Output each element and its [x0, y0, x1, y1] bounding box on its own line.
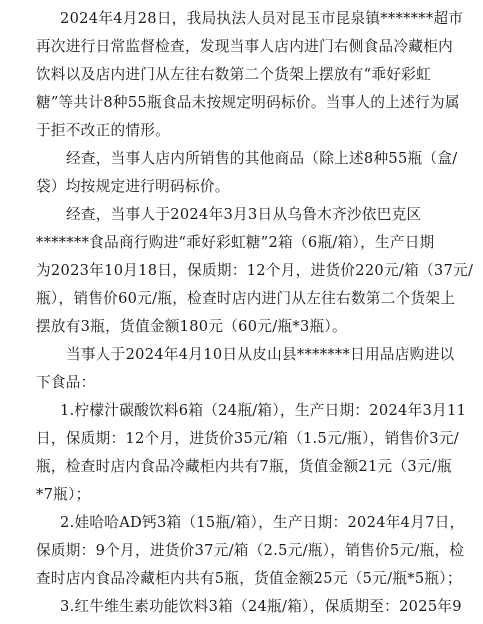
text-line: 摆放有3瓶，货值金额180元（60元/瓶*3瓶）。 [36, 318, 347, 335]
text-line: 瓶，检查时店内食品冷藏柜内共有7瓶，货值金额21元（3元/瓶 [36, 458, 452, 475]
text-line: 袋）均按规定进行明码标价。 [36, 178, 230, 195]
text-line: 经查，当事人于2024年3月3日从乌鲁木齐沙依巴克区 [66, 206, 422, 223]
text-line: 于拒不改正的情形。 [36, 122, 171, 139]
text-line: 经查，当事人店内所销售的其他商品（除上述8种55瓶（盒/ [66, 150, 458, 167]
text-line: 瓶），销售价60元/瓶，检查时店内进门从左往右数第二个货架上 [36, 290, 456, 307]
text-line: 饮料以及店内进门从左往右数第二个货架上摆放有“乖好彩虹 [36, 66, 432, 83]
text-line: 查时店内食品冷藏柜内共有5瓶，货值金额25元（5元/瓶*5瓶）； [36, 570, 462, 587]
text-line: 糖”等共计8种55瓶食品未按规定明码标价。当事人的上述行为属 [36, 94, 460, 111]
text-line: 2024年4月28日，我局执法人员对昆玉市昆泉镇*******超市 [60, 10, 464, 27]
text-line: 为2023年10月18日，保质期：12个月，进货价220元/箱（37元/ [36, 262, 474, 279]
text-line: 当事人于2024年4月10日从皮山县*******日用品店购进以 [66, 346, 455, 363]
text-line: 日，保质期：12个月，进货价35元/箱（1.5元/瓶），销售价3元/ [36, 430, 459, 447]
text-line: *******食品商行购进“乖好彩虹糖”2箱（6瓶/箱），生产日期 [36, 234, 435, 251]
text-line: 再次进行日常监督检查，发现当事人店内进门右侧食品冷藏柜内 [36, 38, 454, 55]
text-line: 下食品： [36, 374, 96, 391]
text-line: *7瓶）； [36, 486, 91, 503]
text-line: 1.柠檬汁碳酸饮料6箱（24瓶/箱），生产日期：2024年3月11 [60, 402, 467, 419]
text-line: 保质期：9个月，进货价37元/箱（2.5元/瓶），销售价5元/瓶，检 [36, 542, 465, 559]
text-line: 2.娃哈哈AD钙3箱（15瓶/箱），生产日期：2024年4月7日， [60, 514, 465, 531]
text-line: 3.红牛维生素功能饮料3箱（24瓶/箱），保质期至：2025年9 [60, 598, 462, 615]
